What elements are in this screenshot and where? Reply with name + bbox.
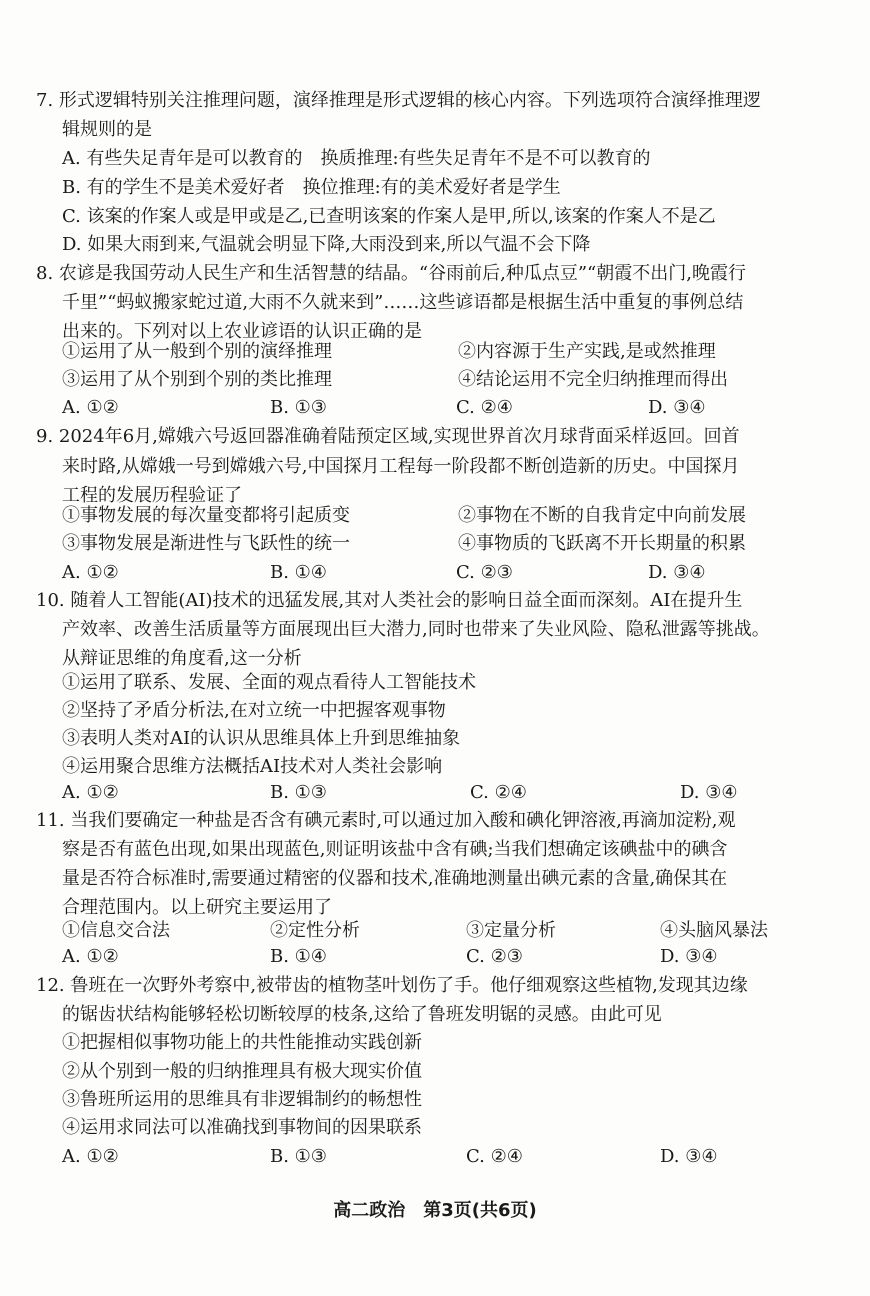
q9-option-b: B. ①④: [270, 562, 327, 583]
q10-option-b: B. ①③: [270, 782, 327, 803]
q11-option-a: A. ①②: [62, 946, 119, 967]
q10-stem: 从辩证思维的角度看,这一分析: [62, 648, 302, 669]
q12-statement-4: ④运用求同法可以准确找到事物间的因果联系: [62, 1117, 422, 1138]
q10-statement-2: ②坚持了矛盾分析法,在对立统一中把握客观事物: [62, 700, 446, 721]
q10-statement-4: ④运用聚合思维方法概括AI技术对人类社会影响: [62, 756, 443, 777]
q10-option-d: D. ③④: [680, 782, 738, 803]
q12-stem: 的锯齿状结构能够轻松切断较厚的枝条,这给了鲁班发明锯的灵感。由此可见: [62, 1004, 662, 1025]
q12-option-a: A. ①②: [62, 1146, 119, 1167]
q9-option-c: C. ②③: [456, 562, 513, 583]
q11-statement-2: ②定性分析: [270, 920, 360, 941]
q9-statement-1: ①事物发展的每次量变都将引起质变: [62, 505, 350, 526]
q8-option-c: C. ②④: [456, 397, 513, 418]
q12-statement-1: ①把握相似事物功能上的共性能推动实践创新: [62, 1032, 422, 1053]
q7-stem: 7. 形式逻辑特别关注推理问题，演绎推理是形式逻辑的核心内容。下列选项符合演绎推理逻: [36, 90, 761, 111]
q12-stem: 12. 鲁班在一次野外考察中,被带齿的植物茎叶划伤了手。他仔细观察这些植物,发现其边缘: [36, 975, 748, 996]
q12-option-c: C. ②④: [466, 1146, 523, 1167]
q8-statement-1: ①运用了从一般到个别的演绎推理: [62, 341, 332, 362]
q12-option-b: B. ①③: [270, 1146, 327, 1167]
q8-option-b: B. ①③: [270, 397, 327, 418]
q10-option-c: C. ②④: [470, 782, 527, 803]
q9-statement-3: ③事物发展是渐进性与飞跃性的统一: [62, 533, 350, 554]
q7-option-b: B. 有的学生不是美术爱好者 换位推理:有的美术爱好者是学生: [62, 177, 561, 198]
q9-statement-4: ④事物质的飞跃离不开长期量的积累: [458, 533, 746, 554]
q8-option-d: D. ③④: [648, 397, 706, 418]
q10-statement-1: ①运用了联系、发展、全面的观点看待人工智能技术: [62, 672, 476, 693]
q12-statement-2: ②从个别到一般的归纳推理具有极大现实价值: [62, 1061, 422, 1082]
q10-statement-3: ③表明人类对AI的认识从思维具体上升到思维抽象: [62, 728, 461, 749]
q11-stem: 11. 当我们要确定一种盐是否含有碘元素时,可以通过加入酸和碘化钾溶液,再滴加淀粉,观: [36, 810, 736, 831]
page-footer: 高二政治 第3页(共6页): [333, 1200, 537, 1221]
q10-stem: 10. 随着人工智能(AI)技术的迅猛发展,其对人类社会的影响日益全面而深刻。AI在提升生: [36, 590, 743, 611]
q8-statement-3: ③运用了从个别到个别的类比推理: [62, 369, 332, 390]
q9-stem: 来时路,从嫦娥一号到嫦娥六号,中国探月工程每一阶段都不断创造新的历史。中国探月: [62, 456, 740, 477]
q9-stem: 9. 2024年6月,嫦娥六号返回器准确着陆预定区域,实现世界首次月球背面采样返回。回首: [36, 426, 740, 447]
q11-option-c: C. ②③: [466, 946, 523, 967]
q8-stem: 8. 农谚是我国劳动人民生产和生活智慧的结晶。“谷雨前后,种瓜点豆”“朝霞不出门,晚霞行: [36, 263, 746, 284]
q11-option-d: D. ③④: [660, 946, 718, 967]
q11-statement-3: ③定量分析: [466, 920, 556, 941]
q8-statement-4: ④结论运用不完全归纳推理而得出: [458, 369, 728, 390]
q9-statement-2: ②事物在不断的自我肯定中向前发展: [458, 505, 746, 526]
q7-option-d: D. 如果大雨到来,气温就会明显下降,大雨没到来,所以气温不会下降: [62, 234, 591, 255]
q11-statement-4: ④头脑风暴法: [660, 920, 768, 941]
q7-option-c: C. 该案的作案人或是甲或是乙,已查明该案的作案人是甲,所以,该案的作案人不是乙: [62, 206, 716, 227]
q11-option-b: B. ①④: [270, 946, 327, 967]
q12-statement-3: ③鲁班所运用的思维具有非逻辑制约的畅想性: [62, 1089, 422, 1110]
q10-stem: 产效率、改善生活质量等方面展现出巨大潜力,同时也带来了失业风险、隐私泄露等挑战。: [62, 619, 770, 640]
q9-stem: 工程的发展历程验证了: [62, 485, 242, 506]
q8-stem: 千里”“蚂蚁搬家蛇过道,大雨不久就来到”……这些谚语都是根据生活中重复的事例总结: [62, 292, 744, 313]
q8-option-a: A. ①②: [62, 397, 119, 418]
q11-stem: 合理范围内。以上研究主要运用了: [62, 897, 332, 918]
q9-option-a: A. ①②: [62, 562, 119, 583]
q11-statement-1: ①信息交合法: [62, 920, 170, 941]
q11-stem: 量是否符合标准时,需要通过精密的仪器和技术,准确地测量出碘元素的含量,确保其在: [62, 868, 728, 889]
q9-option-d: D. ③④: [648, 562, 706, 583]
q12-option-d: D. ③④: [660, 1146, 718, 1167]
q8-stem: 出来的。下列对以上农业谚语的认识正确的是: [62, 321, 422, 342]
q11-stem: 察是否有蓝色出现,如果出现蓝色,则证明该盐中含有碘;当我们想确定该碘盐中的碘含: [62, 839, 728, 860]
q7-option-a: A. 有些失足青年是可以教育的 换质推理:有些失足青年不是不可以教育的: [62, 148, 651, 169]
q8-statement-2: ②内容源于生产实践,是或然推理: [458, 341, 716, 362]
q7-stem: 辑规则的是: [62, 119, 152, 140]
q10-option-a: A. ①②: [62, 782, 119, 803]
